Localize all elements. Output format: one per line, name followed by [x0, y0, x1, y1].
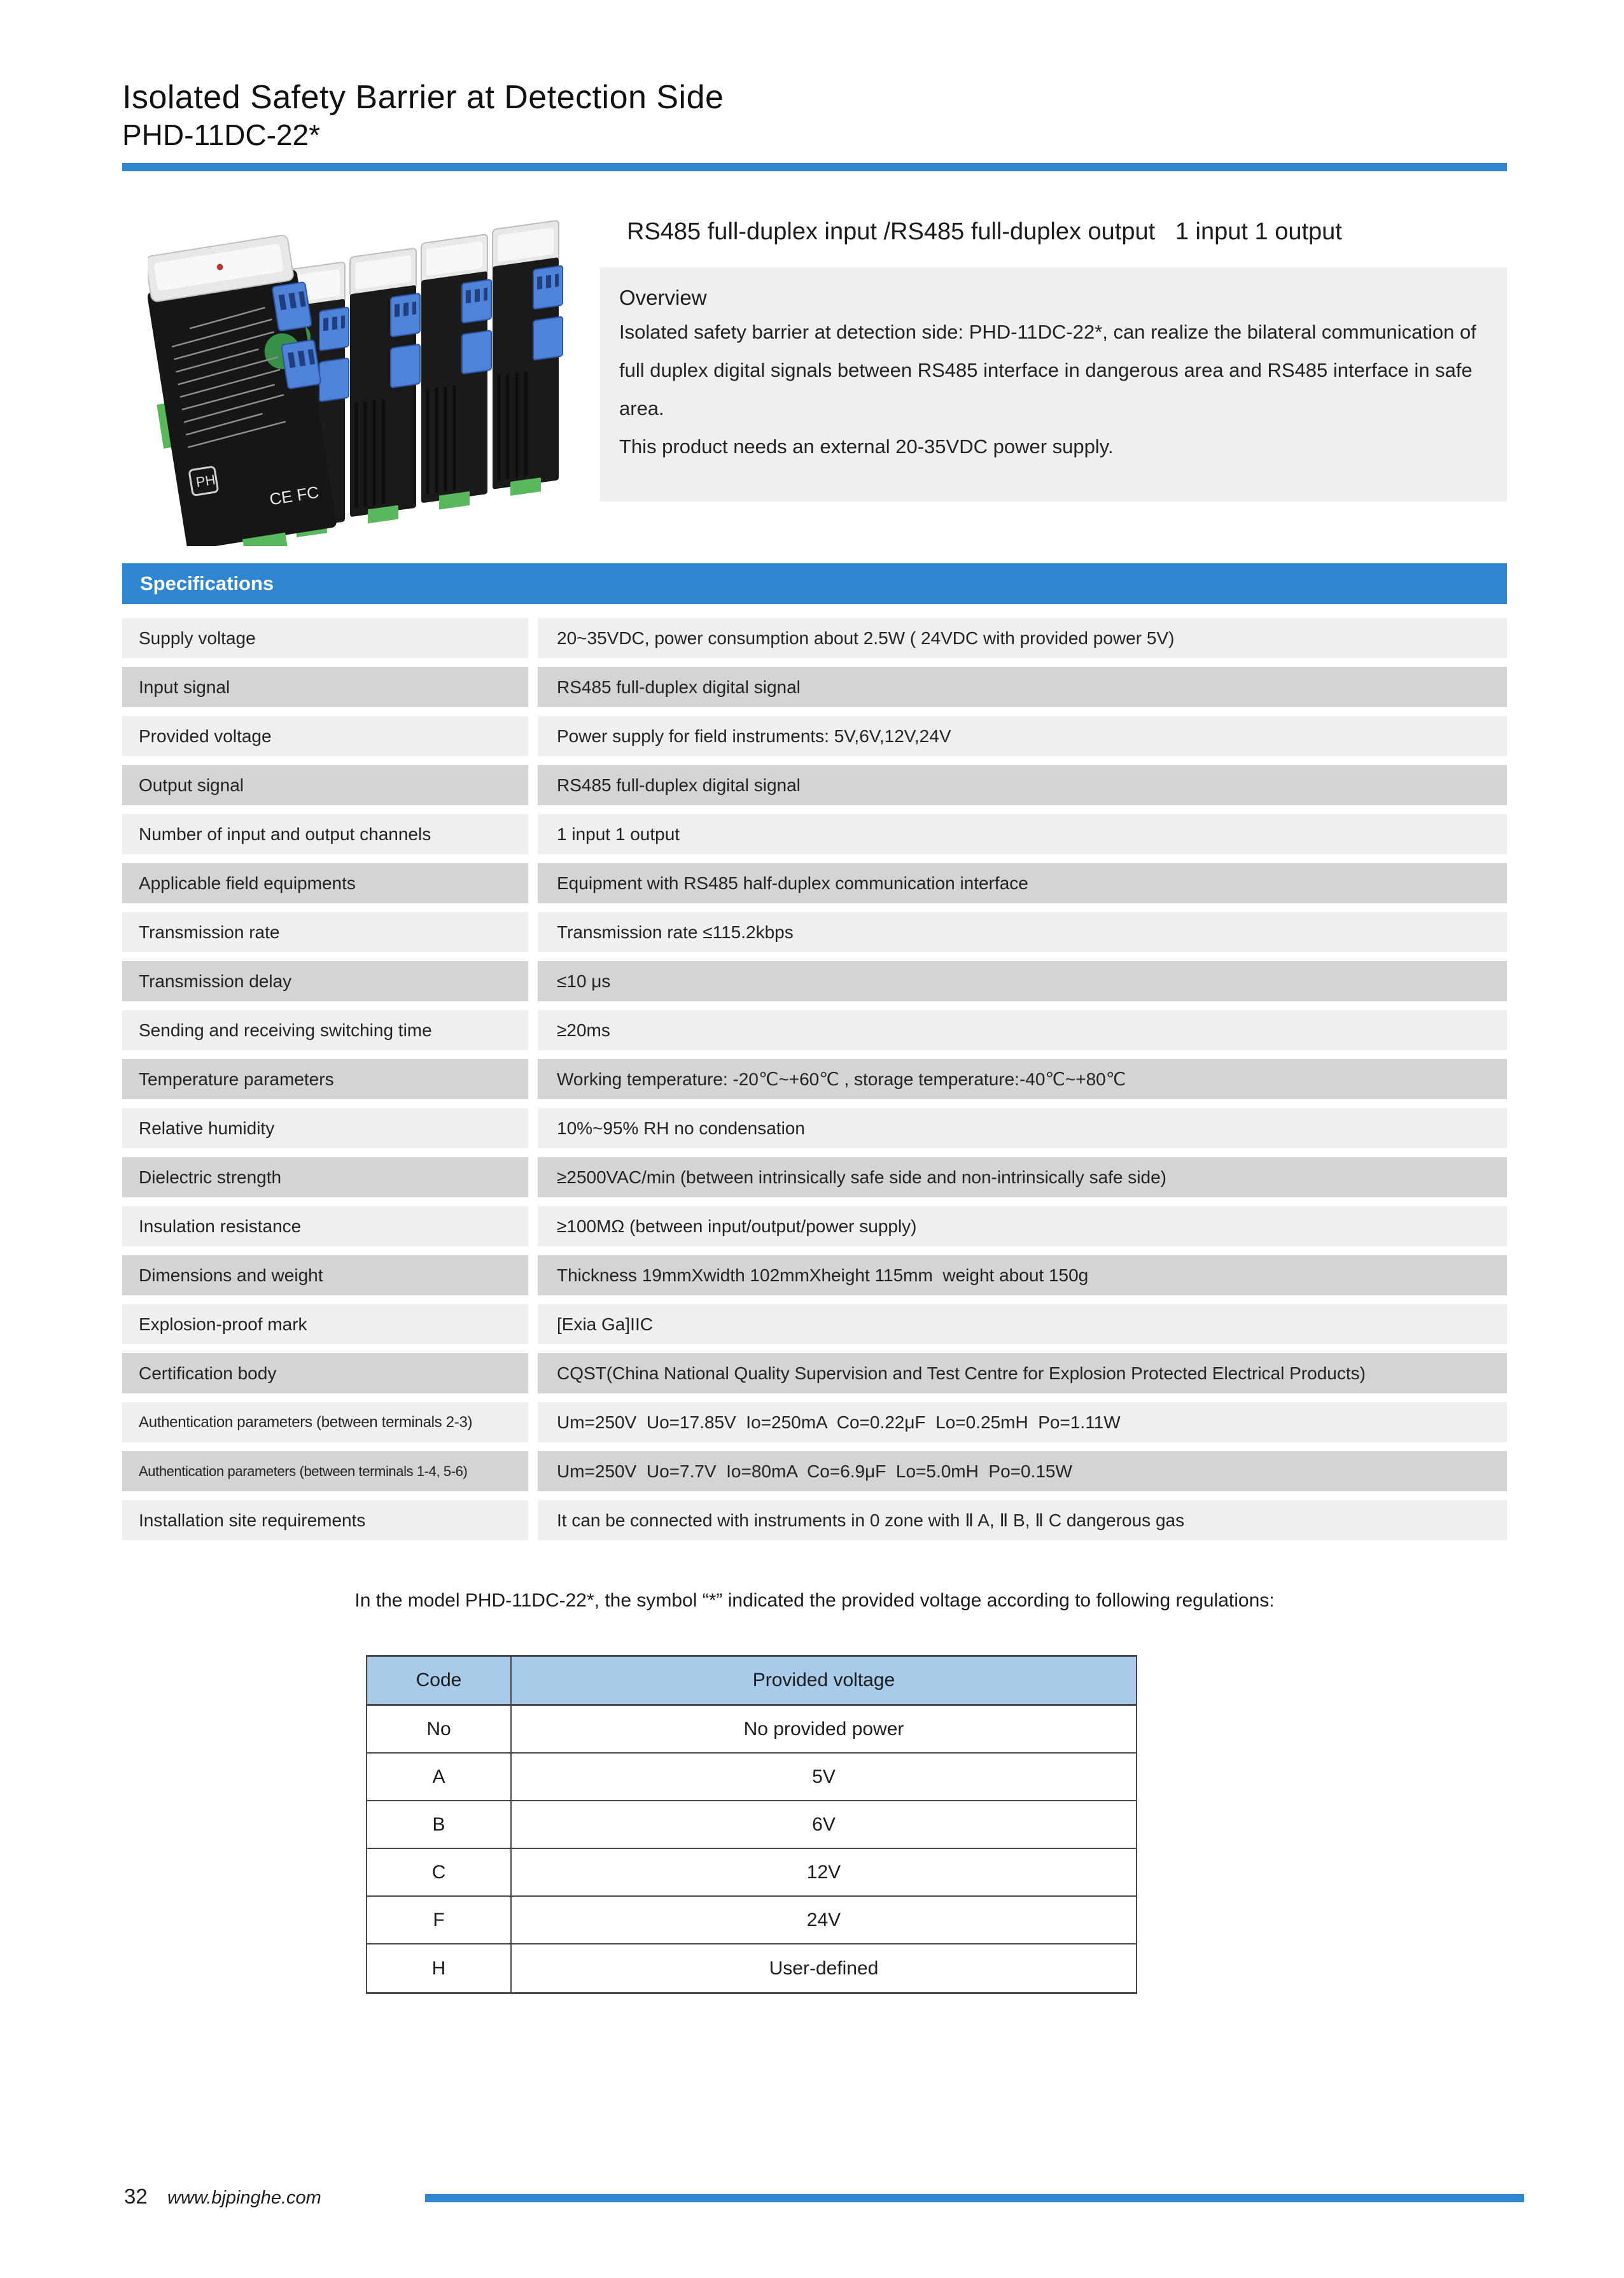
- spec-label: Explosion-proof mark: [122, 1304, 528, 1344]
- specifications-header: [122, 563, 1507, 604]
- spec-row: [122, 1402, 1507, 1442]
- spec-label: Transmission delay: [122, 961, 528, 1001]
- spec-label: Insulation resistance: [122, 1206, 528, 1246]
- voltage-cell: User-defined: [769, 1957, 879, 1979]
- spec-value: Power supply for field instruments: 5V,6V,12V,24V: [538, 716, 1507, 756]
- model-code-note: In the model PHD-11DC-22*, the symbol “*” indicated the provided voltage according to following regulations:: [354, 1590, 1275, 1611]
- specifications-header-label: Specifications: [140, 572, 274, 594]
- spec-label: Input signal: [122, 667, 528, 707]
- spec-value: ≥20ms: [538, 1010, 1507, 1050]
- specifications-section: [122, 563, 1507, 1540]
- spec-label: Temperature parameters: [122, 1059, 528, 1099]
- spec-value: ≥100MΩ (between input/output/power supply): [538, 1206, 1507, 1246]
- product-photo: [148, 190, 580, 546]
- voltage-code-table: [366, 1655, 1137, 1994]
- spec-label: Relative humidity: [122, 1108, 528, 1148]
- spec-value: ≥2500VAC/min (between intrinsically safe side and non-intrinsically safe side): [538, 1157, 1507, 1197]
- spec-label: Dielectric strength: [122, 1157, 528, 1197]
- spec-row: [122, 1304, 1507, 1344]
- spec-value: 1 input 1 output: [538, 814, 1507, 854]
- overview-paragraph-2: This product needs an external 20-35VDC power supply.: [619, 435, 1114, 458]
- code-cell: A: [367, 1754, 512, 1801]
- spec-label: Authentication parameters (between terminals 1-4, 5-6): [122, 1451, 528, 1491]
- spec-value: Working temperature: -20℃~+60℃ , storage temperature:-40℃~+80℃: [538, 1059, 1507, 1099]
- code-cell: B: [367, 1801, 512, 1849]
- spec-value: Equipment with RS485 half-duplex communication interface: [538, 863, 1507, 903]
- spec-row: [122, 1206, 1507, 1246]
- code-cell: H: [367, 1944, 512, 1992]
- spec-row: [122, 961, 1507, 1001]
- specifications-table: [122, 618, 1507, 1540]
- spec-value: RS485 full-duplex digital signal: [538, 765, 1507, 805]
- spec-value: Um=250V Uo=17.85V Io=250mA Co=0.22μF Lo=0.25mH Po=1.11W: [538, 1402, 1507, 1442]
- overview-paragraph-1: Isolated safety barrier at detection side: PHD-11DC-22*, can realize the bilateral communication of full duplex digital signals between RS485 interface in dangerous area and RS485 interface in safe area.: [619, 321, 1482, 419]
- code-cell: C: [367, 1849, 512, 1897]
- spec-label: Installation site requirements: [122, 1500, 528, 1540]
- code-cell: F: [367, 1897, 512, 1944]
- document-header: [122, 78, 1507, 171]
- safety-barrier-modules-image: [148, 190, 580, 546]
- code-table-header-voltage: Provided voltage: [512, 1657, 1136, 1706]
- voltage-cell: 24V: [512, 1897, 1136, 1944]
- spec-value: It can be connected with instruments in 0 zone with Ⅱ A, Ⅱ B, Ⅱ C dangerous gas: [538, 1500, 1507, 1540]
- spec-label: Supply voltage: [122, 618, 528, 658]
- spec-row: [122, 618, 1507, 658]
- spec-label: Transmission rate: [122, 912, 528, 952]
- spec-label: Provided voltage: [122, 716, 528, 756]
- voltage-cell: 6V: [512, 1801, 1136, 1849]
- spec-value: ≤10 μs: [538, 961, 1507, 1001]
- footer-divider: [425, 2194, 1524, 2202]
- spec-value: Um=250V Uo=7.7V Io=80mA Co=6.9μF Lo=5.0mH Po=0.15W: [538, 1451, 1507, 1491]
- spec-value: CQST(China National Quality Supervision and Test Centre for Explosion Protected Electrical Products): [538, 1353, 1507, 1393]
- spec-label: Sending and receiving switching time: [122, 1010, 528, 1050]
- spec-row: [122, 912, 1507, 952]
- model-number: PHD-11DC-22*: [122, 118, 321, 151]
- spec-row: [122, 1108, 1507, 1148]
- spec-row: [122, 863, 1507, 903]
- voltage-cell: 5V: [512, 1754, 1136, 1801]
- title-divider: [122, 163, 1507, 171]
- page-title: Isolated Safety Barrier at Detection Side: [122, 79, 724, 116]
- spec-label: Authentication parameters (between terminals 2-3): [122, 1402, 528, 1442]
- product-io-heading: RS485 full-duplex input /RS485 full-duplex output 1 input 1 output: [627, 218, 1342, 245]
- overview-box: [600, 267, 1507, 502]
- spec-label: Certification body: [122, 1353, 528, 1393]
- svg-text:CE FC: CE FC: [268, 482, 321, 509]
- spec-row: [122, 1451, 1507, 1491]
- spec-row: [122, 1255, 1507, 1295]
- spec-row: [122, 814, 1507, 854]
- code-cell: No: [367, 1706, 512, 1754]
- spec-value: Transmission rate ≤115.2kbps: [538, 912, 1507, 952]
- voltage-cell: 12V: [512, 1849, 1136, 1897]
- spec-label: Number of input and output channels: [122, 814, 528, 854]
- spec-value: 10%~95% RH no condensation: [538, 1108, 1507, 1148]
- spec-value: 20~35VDC, power consumption about 2.5W ( 24VDC with provided power 5V): [538, 618, 1507, 658]
- code-table-header-code: Code: [367, 1657, 512, 1706]
- spec-row: [122, 765, 1507, 805]
- svg-text:PH: PH: [195, 471, 217, 491]
- spec-value: [Exia Ga]IIC: [538, 1304, 1507, 1344]
- spec-row: [122, 1157, 1507, 1197]
- website-url: www.bjpinghe.com: [167, 2188, 321, 2208]
- spec-label: Output signal: [122, 765, 528, 805]
- spec-row: [122, 667, 1507, 707]
- spec-value: Thickness 19mmXwidth 102mmXheight 115mm weight about 150g: [538, 1255, 1507, 1295]
- spec-label: Dimensions and weight: [122, 1255, 528, 1295]
- spec-row: [122, 716, 1507, 756]
- spec-row: [122, 1059, 1507, 1099]
- page-number: 32: [124, 2184, 148, 2208]
- spec-row: [122, 1353, 1507, 1393]
- spec-value: RS485 full-duplex digital signal: [538, 667, 1507, 707]
- spec-label: Applicable field equipments: [122, 863, 528, 903]
- spec-row: [122, 1010, 1507, 1050]
- voltage-cell: No provided power: [512, 1706, 1136, 1754]
- overview-title: Overview: [619, 286, 707, 309]
- spec-row: [122, 1500, 1507, 1540]
